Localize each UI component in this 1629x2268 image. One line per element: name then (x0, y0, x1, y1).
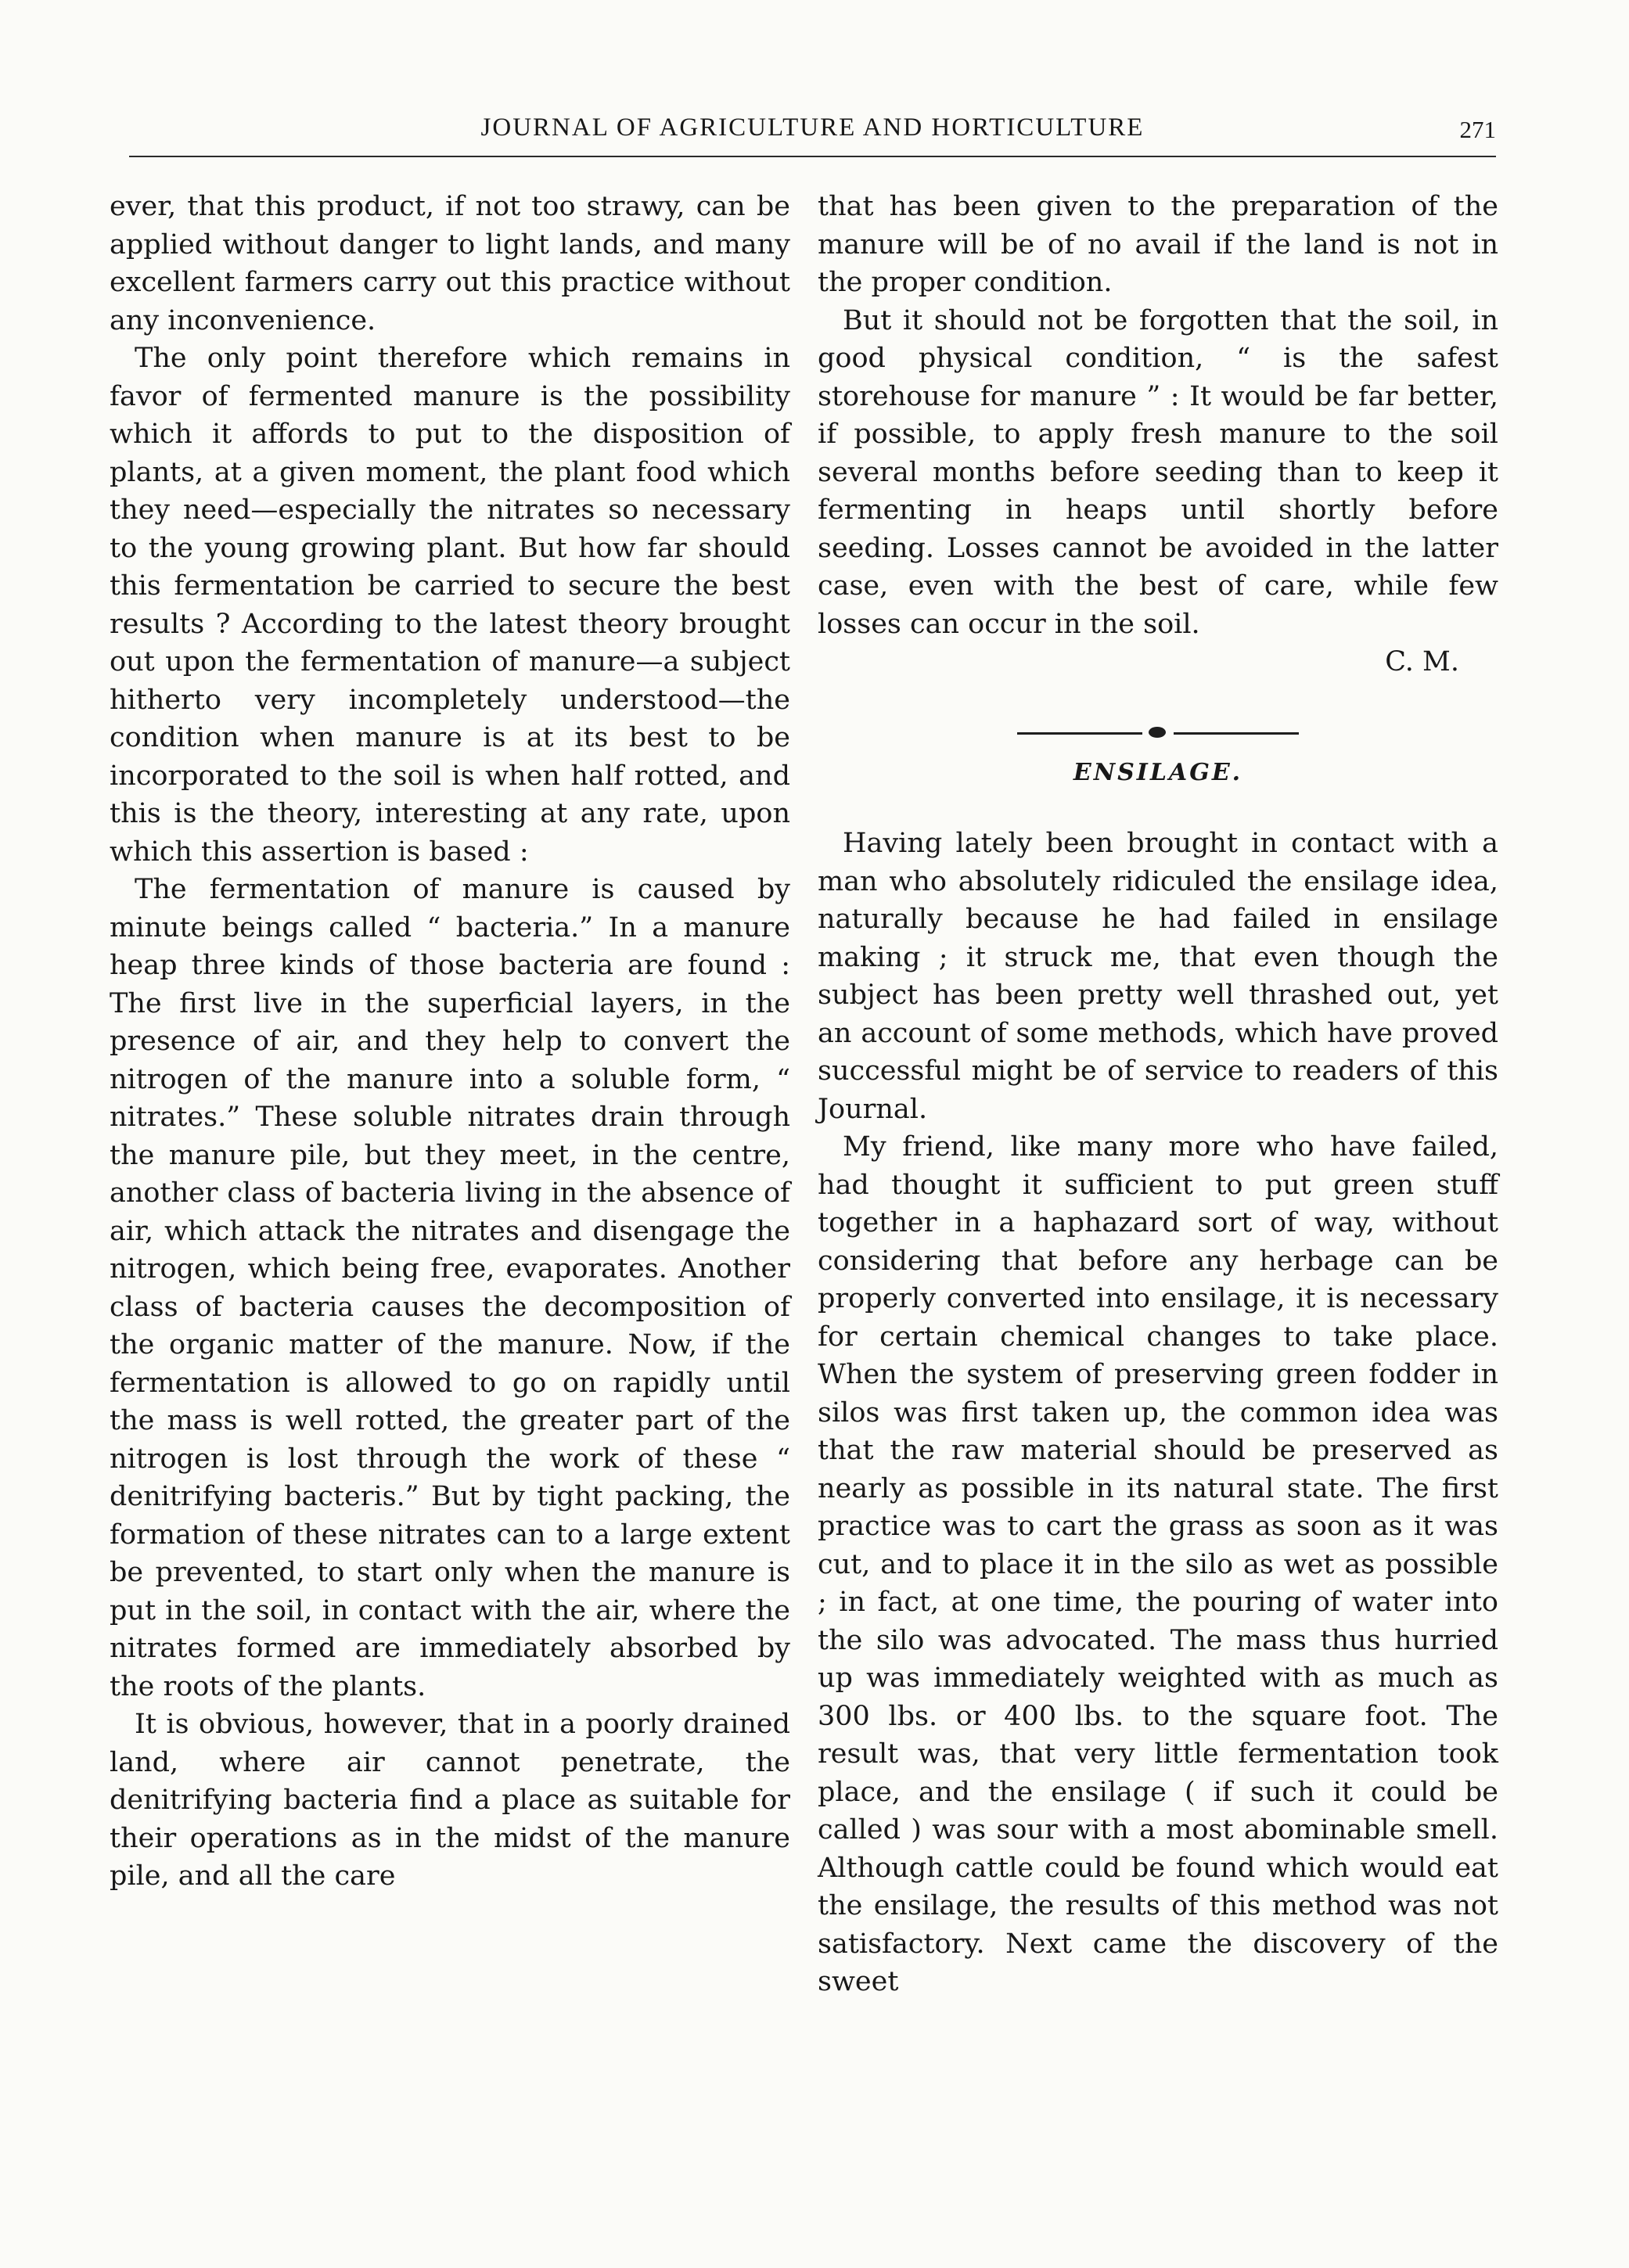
paragraph: It is obvious, however, that in a poorly drained land, where air cannot penetrate, the denitrifying bacteria find a place as suitable for their operations as in the midst of the manure pile, and all the care (110, 1709, 790, 1892)
left-column (110, 188, 790, 1896)
paragraph: The fermentation of manure is caused by minute beings called “ bacteria.” In a manure heap three kinds of those bacteria are found : The first live in the superficial layers, in the presence of air, and they help to convert the nitrogen of the manure into a soluble form, “ nitrates.” These soluble nitrates drain through the manure pile, but they meet, in the centre, another class of bacteria living in the absence of air, which attack the nitrates and disengage the nitrogen, which being free, evaporates. Another class of bacteria causes the decomposition of the organic matter of the manure. Now, if the fermentation is allowed to go on rapidly until the mass is well rotted, the greater part of the nitrogen is lost through the work of these “ denitrifying bacteris.” But by tight packing, the formation of these nitrates can to a large extent be prevented, to start only when the manure is put in the soil, in contact with the air, where the nitrates formed are immediately absorbed by the roots of the plants. (110, 874, 790, 1702)
paragraph: ever, that this product, if not too strawy, can be applied without danger to light lands, and many excellent farmers carry out this practice without any inconvenience. (110, 191, 790, 336)
section-title: ENSILAGE. (1073, 758, 1243, 786)
page-number: 271 (1459, 116, 1496, 143)
paragraph: The only point therefore which remains in favor of fermented manure is the possibility which it affords to put to the disposition of plants, at a given moment, the plant food which they need—especially the nitrates so necessary to the young growing plant. But how far should this fermentation be carried to secure the best results ? According to the latest theory brought out upon the fermentation of manure—a subject hitherto very incompletely understood—the condition when manure is at its best to be incorporated to the soil is when half rotted, and this is the theory, interesting at any rate, upon which this assertion is based : (110, 343, 790, 868)
section-divider-ornament (1017, 724, 1299, 742)
divider-line-right (1174, 732, 1299, 735)
divider-line-left (1017, 732, 1142, 735)
divider-ornament-icon (1149, 727, 1166, 738)
paragraph: My friend, like many more who have failed, had thought it sufficient to put green stuff together in a haphazard sort of way, without considering that before any herbage can be properly converted into ensilage, it is necessary for certain chemical changes to take place. When the system of preserving green fodder in silos was first taken up, the common idea was that the raw material should be preserved as nearly as possible in its natural state. The first practice was to cart the grass as soon as it was cut, and to place it in the silo as wet as possible ; in fact, at one time, the pouring of water into the silo was advocated. The mass thus hurried up was immediately weighted with as much as 300 lbs. or 400 lbs. to the square foot. The result was, that very little fermentation took place, and the ensilage ( if such it could be called ) was sour with a most abominable smell. Although cattle could be found which would eat the ensilage, the results of this method was not satisfactory. Next came the discovery of the sweet (818, 1131, 1498, 1997)
paragraph: that has been given to the preparation of the manure will be of no avail if the land is not in the proper condition. (818, 191, 1498, 298)
header-rule (129, 156, 1496, 157)
running-head: JOURNAL OF AGRICULTURE AND HORTICULTURE (480, 113, 1145, 142)
right-column (818, 188, 1498, 2001)
author-signature: C. M. (1385, 646, 1459, 678)
paragraph: But it should not be forgotten that the soil, in good physical condition, “ is the safest storehouse for manure ” : It would be far better, if possible, to apply fresh manure to the soil several months before seeding than to keep it fermenting in heaps until shortly before seeding. Losses cannot be avoided in the latter case, even with the best of care, while few losses can occur in the soil. (818, 304, 1498, 640)
paragraph: Having lately been brought in contact with a man who absolutely ridiculed the ensilage idea, naturally because he had failed in ensilage making ; it struck me, that even though the subject has been pretty well thrashed out, yet an account of some methods, which have proved successful might be of service to readers of this Journal. (818, 828, 1498, 1125)
page-header (129, 102, 1496, 156)
